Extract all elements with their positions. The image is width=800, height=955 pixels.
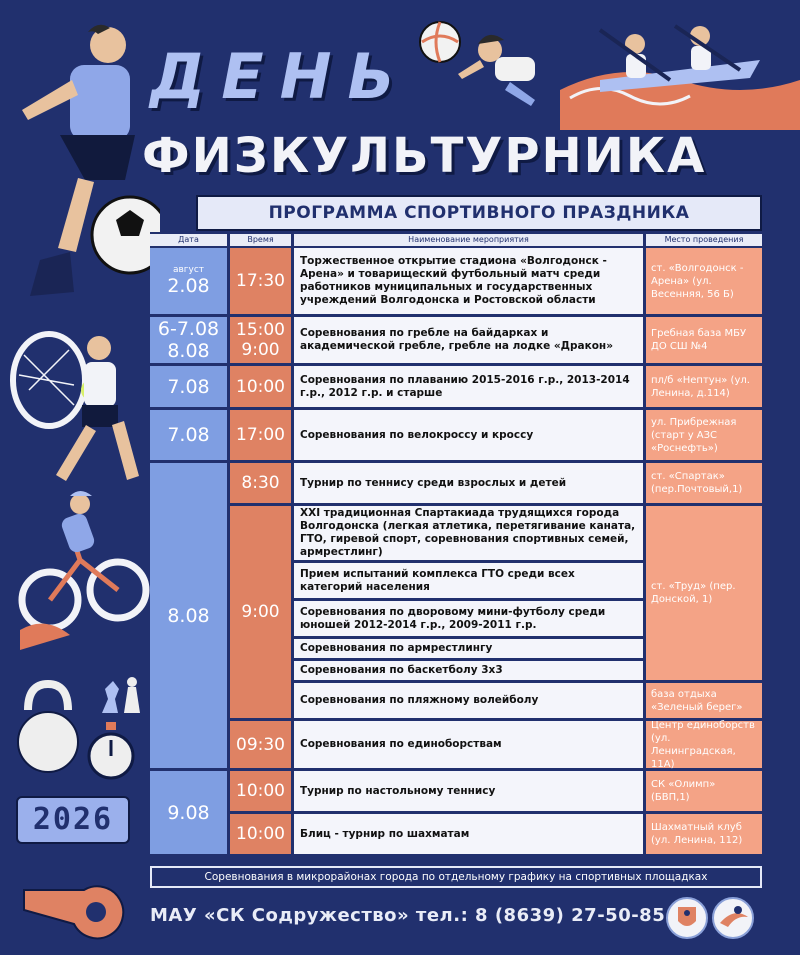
event-cell: Блиц - турнир по шахматам — [294, 814, 643, 854]
date-cell: 7.08 — [150, 410, 227, 460]
date-cell: 6-7.08 8.08 — [150, 317, 227, 363]
month-label: август — [172, 265, 205, 275]
header-place: Место проведения — [646, 234, 762, 246]
event-cell: Соревнования по пляжному волейболу — [294, 683, 643, 718]
sports-school-logo — [712, 897, 754, 939]
place-cell: Шахматный клуб (ул. Ленина, 112) — [646, 814, 762, 854]
kayakers-illustration — [560, 20, 800, 130]
time-cell: 10:00 — [230, 814, 291, 854]
event-cell: XXI традиционная Спартакиада трудящихся города Волгодонска (легкая атлетика, перетягивание каната, ГТО, гиревой спорт, соревнования спортивных семей, армрестлинг) — [294, 506, 643, 560]
time-cell: 9:00 — [230, 506, 291, 718]
place-cell: СК «Олимп» (БВП,1) — [646, 771, 762, 811]
event-cell: Соревнования по гребле на байдарках и академической гребле, гребле на лодке «Дракон» — [294, 317, 643, 363]
date-cell — [150, 248, 227, 314]
time-cell: 10:00 — [230, 771, 291, 811]
place-cell: Центр единоборств (ул. Ленинградская, 11А) — [646, 721, 762, 768]
date-cell: 8.08 — [150, 463, 227, 768]
schedule-table — [150, 232, 762, 854]
event-cell: Соревнования по армрестлингу — [294, 639, 643, 658]
time-cell: 17:30 — [230, 248, 291, 314]
place-cell: Гребная база МБУ ДО СШ №4 — [646, 317, 762, 363]
event-cell: Соревнования по единоборствам — [294, 721, 643, 768]
date-cell: 7.08 — [150, 366, 227, 407]
time-cell: 10:00 — [230, 366, 291, 407]
time-cell: 17:00 — [230, 410, 291, 460]
time-cell: 8:30 — [230, 463, 291, 503]
place-cell: пл/б «Нептун» (ул. Ленина, д.114) — [646, 366, 762, 407]
football-player-illustration — [0, 10, 160, 320]
header-event: Наименование мероприятия — [294, 234, 643, 246]
year-display: 2026 — [16, 796, 130, 844]
event-cell: Соревнования по велокроссу и кроссу — [294, 410, 643, 460]
program-title: ПРОГРАММА СПОРТИВНОГО ПРАЗДНИКА — [196, 195, 762, 231]
place-cell: ст. «Труд» (пер. Донской, 1) — [646, 506, 762, 680]
header-date: Дата — [150, 234, 227, 246]
event-cell: Соревнования по баскетболу 3х3 — [294, 661, 643, 680]
title-day: ДЕНЬ — [150, 40, 411, 113]
footnote: Соревнования в микрорайонах города по отдельному графику на спортивных площадках — [150, 866, 762, 888]
volleyball-player-illustration — [410, 12, 550, 112]
time-cell: 09:30 — [230, 721, 291, 768]
date-value: 2.08 — [167, 275, 210, 297]
organization-logo — [666, 897, 708, 939]
whistle-icon — [14, 860, 134, 950]
tennis-player-illustration — [4, 320, 149, 495]
place-cell: ст. «Спартак» (пер.Почтовый,1) — [646, 463, 762, 503]
place-cell: ст. «Волгодонск - Арена» (ул. Весенняя, 56 Б) — [646, 248, 762, 314]
title-physical-culturist: ФИЗКУЛЬТУРНИКА — [142, 128, 707, 184]
stopwatch-icon — [86, 720, 136, 784]
place-cell: база отдыха «Зеленый берег» — [646, 683, 762, 718]
event-cell: Турнир по настольному теннису — [294, 771, 643, 811]
time-cell: 15:00 9:00 — [230, 317, 291, 363]
chess-pieces-icon — [92, 668, 148, 718]
header-time: Время — [230, 234, 291, 246]
kettlebell-icon — [12, 680, 84, 780]
place-cell: ул. Прибрежная (старт у АЗС «Роснефть») — [646, 410, 762, 460]
event-cell: Торжественное открытие стадиона «Волгодонск - Арена» и товарищеский футбольный матч среди работников муниципальных и государственных учреждений Волгодонска и Ростовской области — [294, 248, 643, 314]
date-cell: 9.08 — [150, 771, 227, 854]
event-cell: Соревнования по дворовому мини-футболу среди юношей 2012-2014 г.р., 2009-2011 г.р. — [294, 601, 643, 636]
event-cell: Турнир по теннису среди взрослых и детей — [294, 463, 643, 503]
cyclist-illustration — [10, 490, 150, 650]
organizer-contact: МАУ «СК Содружество» тел.: 8 (8639) 27-50-85 — [150, 905, 666, 926]
event-cell: Прием испытаний комплекса ГТО среди всех категорий населения — [294, 563, 643, 598]
event-cell: Соревнования по плаванию 2015-2016 г.р., 2013-2014 г.р., 2012 г.р. и старше — [294, 366, 643, 407]
